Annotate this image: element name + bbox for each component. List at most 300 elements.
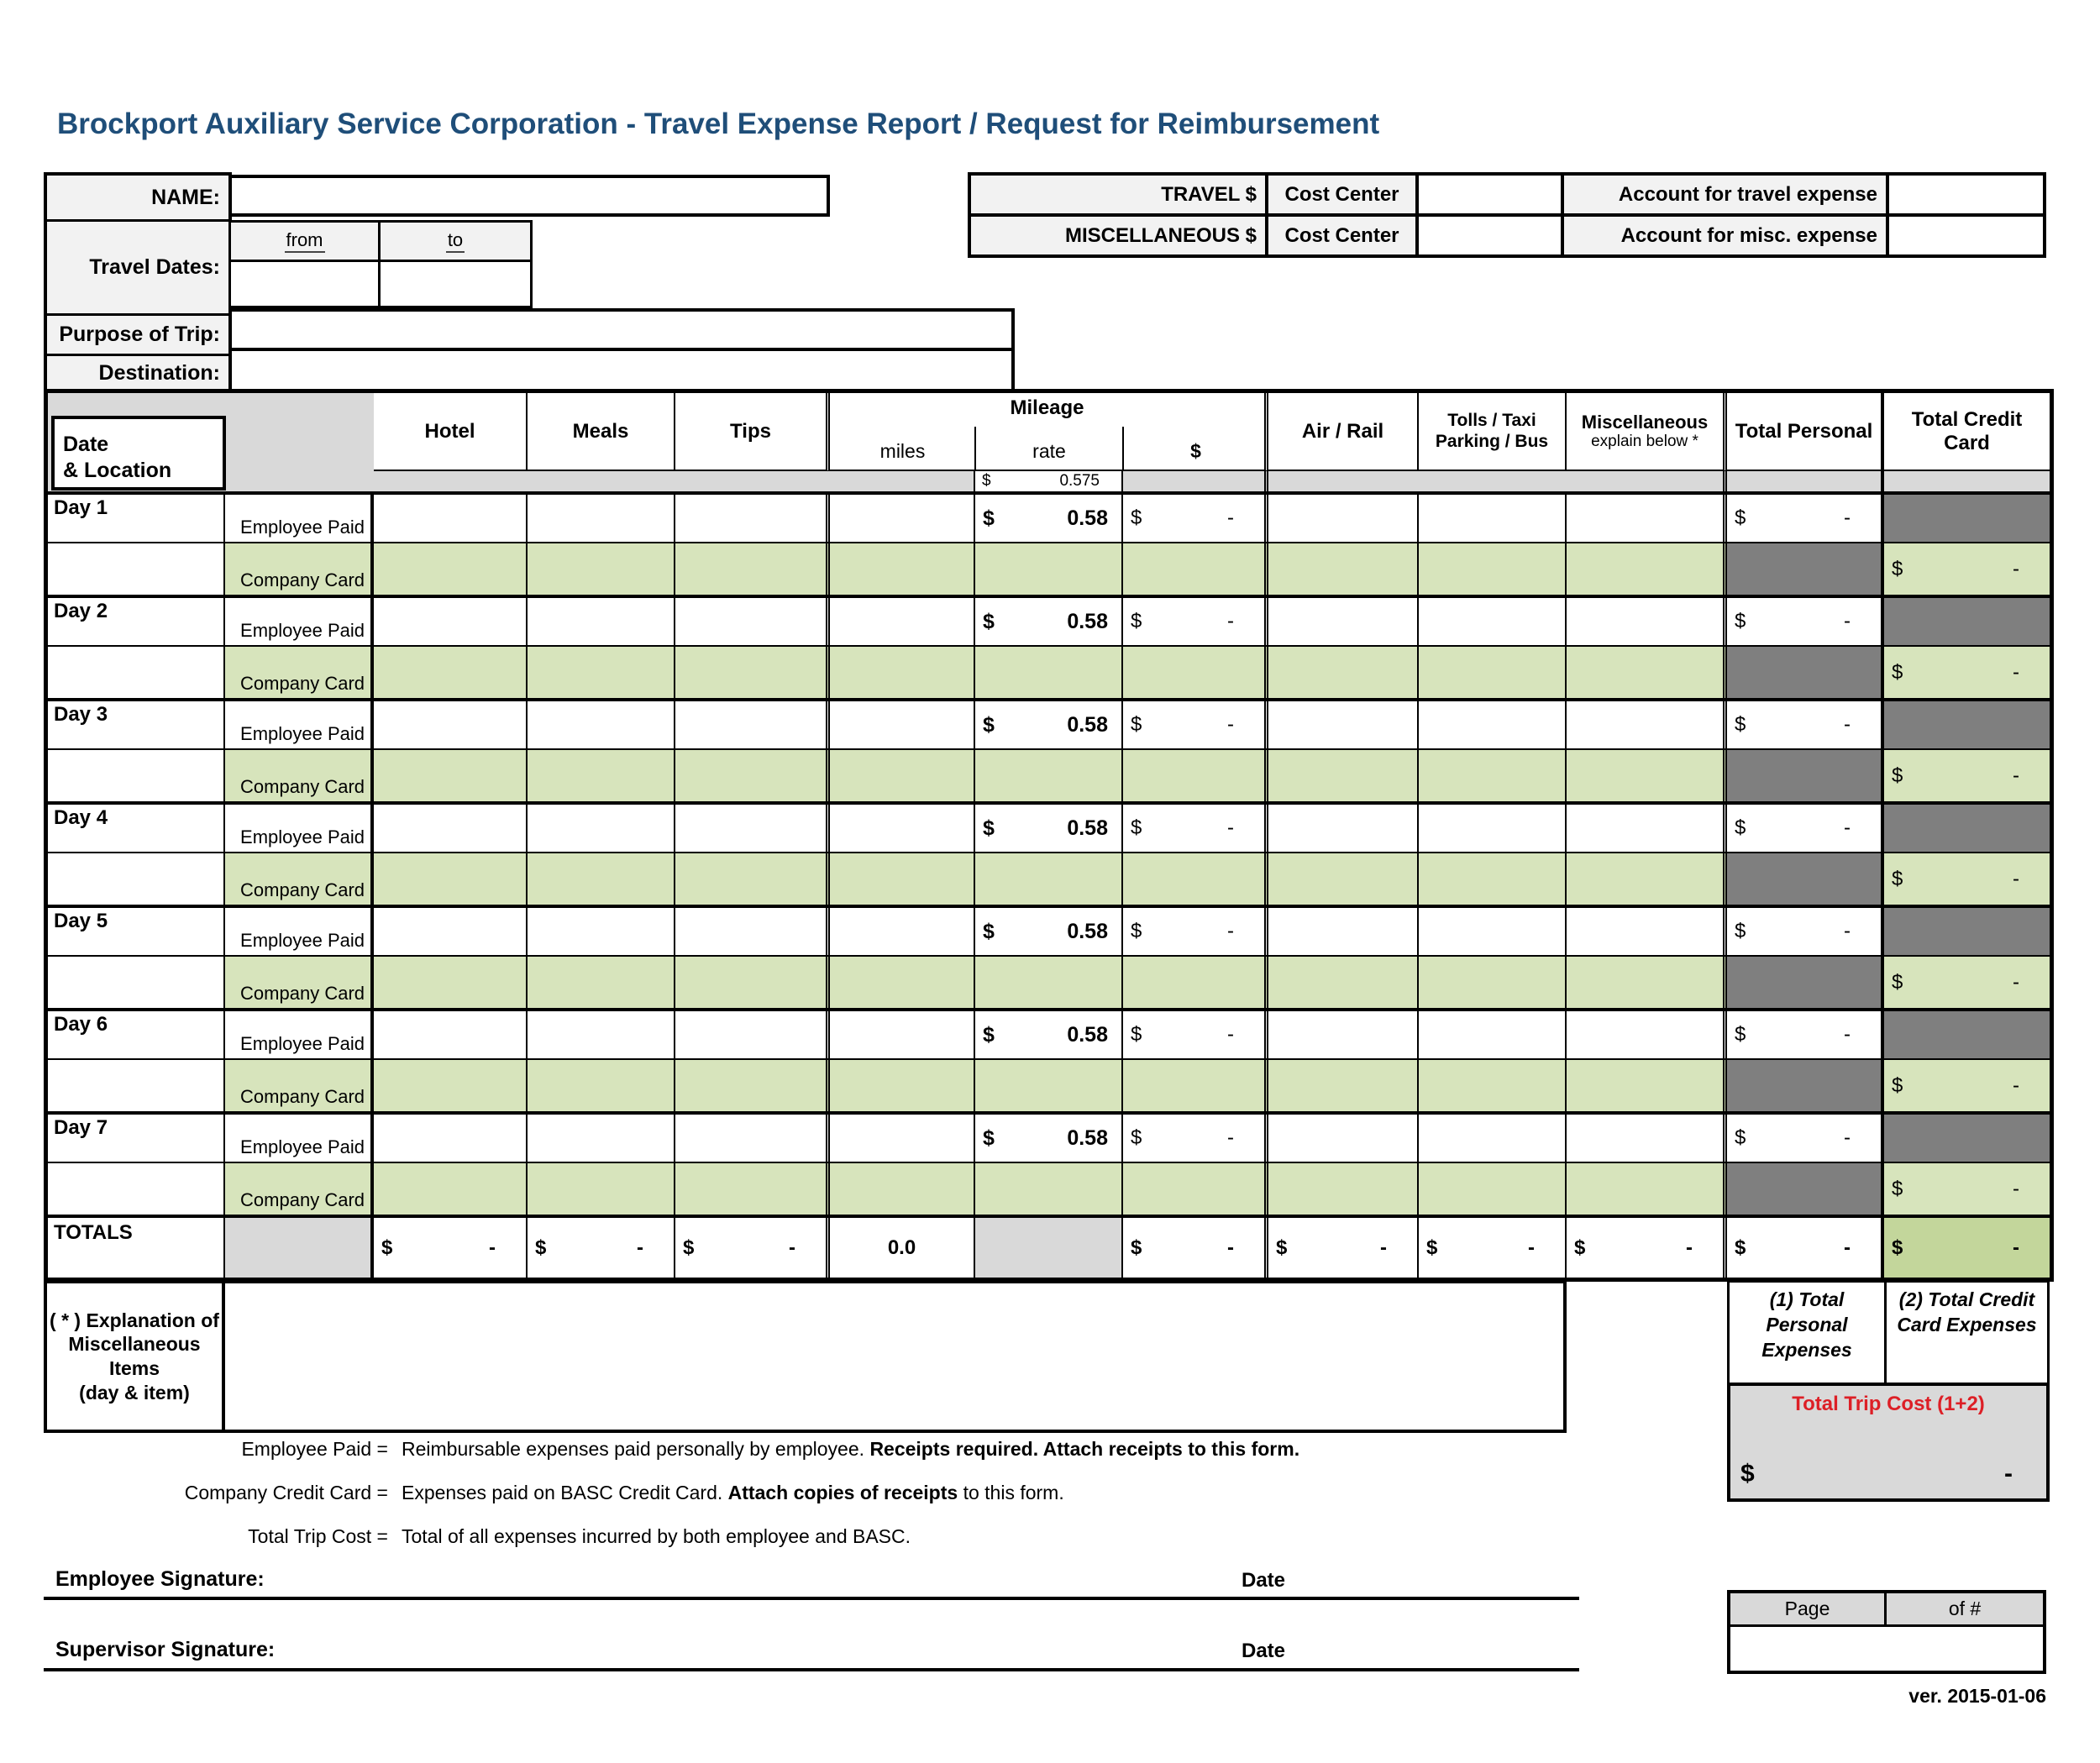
tips-cell[interactable] [675,805,830,852]
employee-date-label: Date [1242,1569,1286,1592]
destination-label: Destination: [47,354,228,391]
from-header [228,220,381,262]
misc-cell[interactable] [1567,701,1727,748]
misc-cell[interactable] [1567,1060,1727,1111]
total-trip-cost-box [1727,1383,2050,1502]
miles-cell[interactable] [830,598,975,645]
tips-cell[interactable] [675,543,830,595]
row-type-cell [225,1115,374,1162]
employee-signature-line[interactable] [44,1597,1579,1600]
hotel-cell[interactable] [374,647,528,698]
tips-cell[interactable] [675,957,830,1008]
meals-cell[interactable] [528,853,675,905]
currency-symbol: $ [1735,1126,1746,1149]
currency-symbol: $ [983,1125,995,1150]
totals-rate-blank-cell [975,1218,1123,1278]
empty-value: - [1844,1023,1851,1046]
air-rail-cell[interactable] [1268,1011,1419,1058]
blocked-cell [1884,908,2050,955]
name-input[interactable] [228,175,830,217]
misc-cell[interactable] [1567,1115,1727,1162]
tolls-cell[interactable] [1419,647,1567,698]
miles-cell[interactable] [830,1060,975,1111]
currency-symbol: $ [1892,970,1903,994]
tolls-cell[interactable] [1419,598,1567,645]
empty-value: - [1380,1236,1387,1259]
destination-input[interactable] [228,348,1015,392]
mileage-amount-cell[interactable] [1123,543,1268,595]
miles-cell[interactable] [830,1163,975,1215]
page-total-input[interactable] [1887,1627,2043,1671]
mileage-amount-cell[interactable] [1123,1060,1268,1111]
hotel-cell[interactable] [374,853,528,905]
air-rail-cell[interactable] [1268,1163,1419,1215]
account-travel-label: Account for travel expense [1561,172,1889,217]
blocked-cell [1727,543,1884,595]
misc-cell[interactable] [1567,805,1727,852]
hotel-cell[interactable] [374,908,528,955]
tips-cell[interactable] [675,908,830,955]
meals-cell[interactable] [528,543,675,595]
currency-symbol: $ [1735,1023,1746,1046]
currency-symbol: $ [1892,1073,1903,1097]
tolls-cell[interactable] [1419,805,1567,852]
day-cell-blank[interactable] [48,647,225,698]
currency-symbol: $ [1735,816,1746,839]
rate-cell[interactable] [975,1163,1123,1215]
employee-paid-label: Employee Paid [240,1136,365,1157]
total-personal-cell [1727,805,1884,852]
mileage-amount-cell[interactable] [1123,1163,1268,1215]
row-type-cell [225,647,374,698]
misc-cell[interactable] [1567,495,1727,542]
misc-cell[interactable] [1567,957,1727,1008]
cost-center-input-travel[interactable] [1415,172,1564,217]
meals-cell[interactable] [528,598,675,645]
page-number-input[interactable] [1730,1627,1887,1671]
empty-value: - [1227,610,1234,632]
account-misc-input[interactable] [1886,213,2046,258]
hotel-cell[interactable] [374,495,528,542]
meals-cell[interactable] [528,1060,675,1111]
tolls-cell[interactable] [1419,853,1567,905]
rate-cell [975,1011,1123,1058]
day-cell[interactable] [48,495,225,542]
air-rail-cell[interactable] [1268,853,1419,905]
misc-cell[interactable] [1567,598,1727,645]
totals-blank-cell [225,1218,374,1278]
row-type-cell [225,853,374,905]
company-card-row [48,647,2050,701]
tolls-cell[interactable] [1419,701,1567,748]
mileage-amount-cell[interactable] [1123,647,1268,698]
tips-cell[interactable] [675,1011,830,1058]
employee-paid-label: Employee Paid [240,723,365,744]
totals-tolls-cell [1419,1218,1567,1278]
currency-symbol: $ [1735,713,1746,736]
employee-paid-label: Employee Paid [240,517,365,538]
meals-cell[interactable] [528,701,675,748]
travel-dates-label: Travel Dates: [47,219,228,313]
tolls-cell[interactable] [1419,1115,1567,1162]
total-trip-cost-value [1730,1460,2046,1488]
blocked-cell [1727,750,1884,801]
currency-symbol: $ [1276,1236,1288,1259]
meals-cell[interactable] [528,908,675,955]
currency-symbol: $ [381,1236,393,1259]
row-type-cell [225,1163,374,1215]
name-label: NAME: [151,185,220,209]
miles-cell[interactable] [830,908,975,955]
currency-symbol: $ [1131,1126,1142,1149]
misc-cell[interactable] [1567,1163,1727,1215]
purpose-input[interactable] [228,308,1015,351]
tips-cell[interactable] [675,647,830,698]
rate-cell[interactable] [975,543,1123,595]
company-card-row [48,543,2050,598]
hotel-cell[interactable] [374,750,528,801]
day-cell-blank[interactable] [48,543,225,595]
hotel-cell[interactable] [374,701,528,748]
totals-mileage-amount-cell [1123,1218,1268,1278]
day-cell[interactable] [48,908,225,955]
legend-text-normal: Reimbursable expenses paid personally by employee. [402,1438,870,1460]
day-cell[interactable] [48,598,225,645]
gray-band [1884,471,2050,491]
misc-cell[interactable] [1567,647,1727,698]
supervisor-signature-line[interactable] [44,1668,1579,1671]
miles-cell[interactable] [830,647,975,698]
col-header-mileage: Mileage [1010,396,1084,419]
misc-cell[interactable] [1567,750,1727,801]
meals-cell[interactable] [528,805,675,852]
day-cell[interactable] [48,1115,225,1162]
air-rail-cell[interactable] [1268,805,1419,852]
empty-value: - [2013,557,2019,580]
explanation-input-box[interactable] [222,1280,1567,1433]
total-personal-cell [1727,1115,1884,1162]
mileage-amount-cell[interactable] [1123,853,1268,905]
rate-value: 0.58 [1067,506,1108,530]
tolls-cell[interactable] [1419,957,1567,1008]
explanation-line4: (day & item) [79,1381,190,1404]
row-type-cell [225,701,374,748]
col-header-misc [1567,393,1727,471]
hotel-cell[interactable] [374,1163,528,1215]
currency-symbol: $ [1740,1460,1755,1488]
rate-cell [975,1115,1123,1162]
totals-hotel-cell [374,1218,528,1278]
miles-cell[interactable] [830,750,975,801]
to-header [378,220,533,262]
col-header-meals: Meals [528,393,675,471]
currency-symbol: $ [982,472,991,490]
col-header-tolls [1419,393,1567,471]
rate-value: 0.58 [1067,1125,1108,1150]
account-travel-input[interactable] [1886,172,2046,217]
rate-cell [975,495,1123,542]
col-header-air-rail: Air / Rail [1268,393,1419,471]
misc-cell[interactable] [1567,908,1727,955]
day-cell-blank[interactable] [48,1163,225,1215]
gray-band [1727,471,1884,491]
air-rail-cell[interactable] [1268,957,1419,1008]
employee-signature-label: Employee Signature: [55,1567,265,1591]
legend-text [388,1438,1299,1465]
empty-value: - [1528,1236,1535,1259]
total1-line3: Expenses [1761,1338,1852,1361]
blocked-cell [1884,701,2050,748]
currency-symbol: $ [1892,557,1903,580]
page-title: Brockport Auxiliary Service Corporation - Travel Expense Report / Request for Reimbursement [57,108,1380,140]
total-personal-cell [1727,908,1884,955]
currency-symbol: $ [983,919,995,943]
miles-cell[interactable] [830,543,975,595]
meals-cell[interactable] [528,647,675,698]
tolls-cell[interactable] [1419,1163,1567,1215]
blocked-cell [1727,1060,1884,1111]
standard-rate-row [48,471,2050,495]
day-cell-blank[interactable] [48,750,225,801]
tips-cell[interactable] [675,1163,830,1215]
miles-cell[interactable] [830,1115,975,1162]
meals-cell[interactable] [528,1163,675,1215]
totals-label-cell [48,1218,225,1278]
tolls-cell[interactable] [1419,495,1567,542]
rate-cell[interactable] [975,957,1123,1008]
air-rail-cell[interactable] [1268,908,1419,955]
mileage-amount-cell [1123,598,1268,645]
field-label-column [44,172,232,394]
day-cell-blank[interactable] [48,957,225,1008]
air-rail-cell[interactable] [1268,750,1419,801]
total2-line2: Card Expenses [1897,1313,2037,1335]
air-rail-cell[interactable] [1268,701,1419,748]
tips-cell[interactable] [675,598,830,645]
blocked-cell [1727,647,1884,698]
rate-cell[interactable] [975,750,1123,801]
totals-credit-card-cell [1884,1218,2050,1278]
expense-table [44,389,2054,1282]
day-cell[interactable] [48,1011,225,1058]
day-cell[interactable] [48,805,225,852]
legend-label: Company Credit Card = [184,1482,388,1503]
from-date-input[interactable] [228,260,381,308]
air-rail-cell[interactable] [1268,543,1419,595]
empty-value: - [2013,660,2019,684]
tolls-cell[interactable] [1419,543,1567,595]
total-credit-expenses-label [1884,1280,2050,1385]
col-header-tolls-line1: Tolls / Taxi [1447,411,1536,431]
miles-cell[interactable] [830,701,975,748]
row-type-cell [225,750,374,801]
currency-symbol: $ [1131,1236,1142,1259]
meals-cell[interactable] [528,750,675,801]
empty-value: - [1844,1236,1851,1259]
company-card-label: Company Card [240,1189,365,1210]
rate-cell[interactable] [975,647,1123,698]
hotel-cell[interactable] [374,1011,528,1058]
empty-value: - [1227,713,1234,736]
blocked-cell [1727,853,1884,905]
day-cell-blank[interactable] [48,1060,225,1111]
total-personal-cell [1727,495,1884,542]
air-rail-cell[interactable] [1268,495,1419,542]
company-card-label: Company Card [240,673,365,694]
rate-cell [975,908,1123,955]
tips-cell[interactable] [675,495,830,542]
empty-value: - [2013,867,2019,890]
misc-amount-label: MISCELLANEOUS $ [968,213,1268,258]
company-card-row [48,957,2050,1011]
company-card-row [48,853,2050,908]
empty-value: - [489,1236,496,1259]
meals-cell[interactable] [528,1115,675,1162]
mileage-amount-cell [1123,495,1268,542]
hotel-cell[interactable] [374,1060,528,1111]
currency-symbol: $ [1131,816,1142,839]
employee-paid-row [48,908,2050,957]
company-card-label: Company Card [240,776,365,797]
miles-cell[interactable] [830,805,975,852]
tips-cell[interactable] [675,853,830,905]
air-rail-cell[interactable] [1268,598,1419,645]
row-type-cell [225,1011,374,1058]
totals-meals-cell [528,1218,675,1278]
tolls-cell[interactable] [1419,908,1567,955]
mileage-amount-cell [1123,1011,1268,1058]
tolls-cell[interactable] [1419,750,1567,801]
row-type-cell [225,805,374,852]
employee-paid-label: Employee Paid [240,620,365,641]
row-type-cell [225,1060,374,1111]
travel-amount-label: TRAVEL $ [968,172,1268,217]
currency-symbol: $ [1735,610,1746,632]
legend-text-normal: Total of all expenses incurred by both employee and BASC. [402,1525,911,1547]
company-card-row [48,750,2050,805]
legend-text-bold: Receipts required. Attach receipts to this form. [869,1438,1300,1460]
empty-value: - [2013,1073,2019,1097]
empty-value: - [1227,1023,1234,1046]
rate-cell [975,701,1123,748]
supervisor-signature-label: Supervisor Signature: [55,1638,276,1661]
hotel-cell[interactable] [374,598,528,645]
legend-label: Employee Paid = [241,1438,388,1460]
day-cell-blank[interactable] [48,853,225,905]
total-credit-cell [1884,647,2050,698]
day-cell[interactable] [48,701,225,748]
miles-cell[interactable] [830,1011,975,1058]
employee-paid-row [48,701,2050,750]
col-header-total-personal: Total Personal [1727,393,1884,471]
total-personal-cell [1727,1011,1884,1058]
miles-cell[interactable] [830,853,975,905]
to-label: to [446,229,465,253]
currency-symbol: $ [1131,610,1142,632]
tolls-cell[interactable] [1419,1060,1567,1111]
empty-value: - [1844,610,1851,632]
legend-company-card [44,1482,1640,1509]
col-header-total-credit-line1: Total Credit [1911,407,2023,431]
legend-text-after: to this form. [958,1482,1064,1503]
mileage-amount-cell[interactable] [1123,750,1268,801]
empty-value: - [1227,1126,1234,1149]
day-label: Day 4 [54,806,108,829]
meals-cell[interactable] [528,1011,675,1058]
day-label: Day 2 [54,600,108,622]
currency-symbol: $ [1131,920,1142,942]
misc-cell[interactable] [1567,853,1727,905]
employee-paid-row [48,1115,2050,1163]
of-header: of # [1887,1593,2043,1627]
rate-cell[interactable] [975,1060,1123,1111]
legend-text [388,1482,1064,1509]
day-label: Day 5 [54,910,108,932]
miles-cell[interactable] [830,957,975,1008]
currency-symbol: $ [1892,1177,1903,1200]
blocked-cell [1727,1163,1884,1215]
company-card-label: Company Card [240,983,365,1004]
total1-line2: Personal [1766,1313,1848,1335]
currency-symbol: $ [1892,1236,1903,1259]
currency-symbol: $ [983,1022,995,1047]
hotel-cell[interactable] [374,1115,528,1162]
air-rail-cell[interactable] [1268,1115,1419,1162]
tolls-cell[interactable] [1419,1011,1567,1058]
mileage-amount-cell[interactable] [1123,957,1268,1008]
currency-symbol: $ [983,712,995,737]
rate-cell[interactable] [975,853,1123,905]
tips-cell[interactable] [675,701,830,748]
meals-cell[interactable] [528,957,675,1008]
empty-value: - [1227,506,1234,529]
col-header-total-credit [1884,393,2050,471]
to-date-input[interactable] [378,260,533,308]
currency-symbol: $ [535,1236,547,1259]
legend-text-normal: Expenses paid on BASC Credit Card. [402,1482,728,1503]
hotel-cell[interactable] [374,957,528,1008]
total-trip-cost-label: Total Trip Cost (1+2) [1792,1393,1985,1415]
total1-line1: (1) Total [1769,1288,1845,1310]
row-type-cell [225,908,374,955]
hotel-cell[interactable] [374,543,528,595]
miles-cell[interactable] [830,495,975,542]
cost-center-input-misc[interactable] [1415,213,1564,258]
totals-row [48,1218,2050,1278]
mileage-amount-cell [1123,805,1268,852]
row-type-cell [225,598,374,645]
hotel-cell[interactable] [374,805,528,852]
totals-label: TOTALS [54,1221,133,1244]
misc-cell[interactable] [1567,1011,1727,1058]
empty-value: - [1227,920,1234,942]
totals-misc-cell [1567,1218,1727,1278]
col-header-mileage-group [830,393,1268,471]
tips-cell[interactable] [675,1115,830,1162]
tips-cell[interactable] [675,1060,830,1111]
total-credit-cell [1884,1060,2050,1111]
blocked-cell [1884,1011,2050,1058]
misc-cell[interactable] [1567,543,1727,595]
currency-symbol: $ [683,1236,695,1259]
tips-cell[interactable] [675,750,830,801]
air-rail-cell[interactable] [1268,1060,1419,1111]
company-card-label: Company Card [240,569,365,590]
meals-cell[interactable] [528,495,675,542]
account-misc-label: Account for misc. expense [1561,213,1889,258]
air-rail-cell[interactable] [1268,647,1419,698]
employee-paid-row [48,495,2050,543]
